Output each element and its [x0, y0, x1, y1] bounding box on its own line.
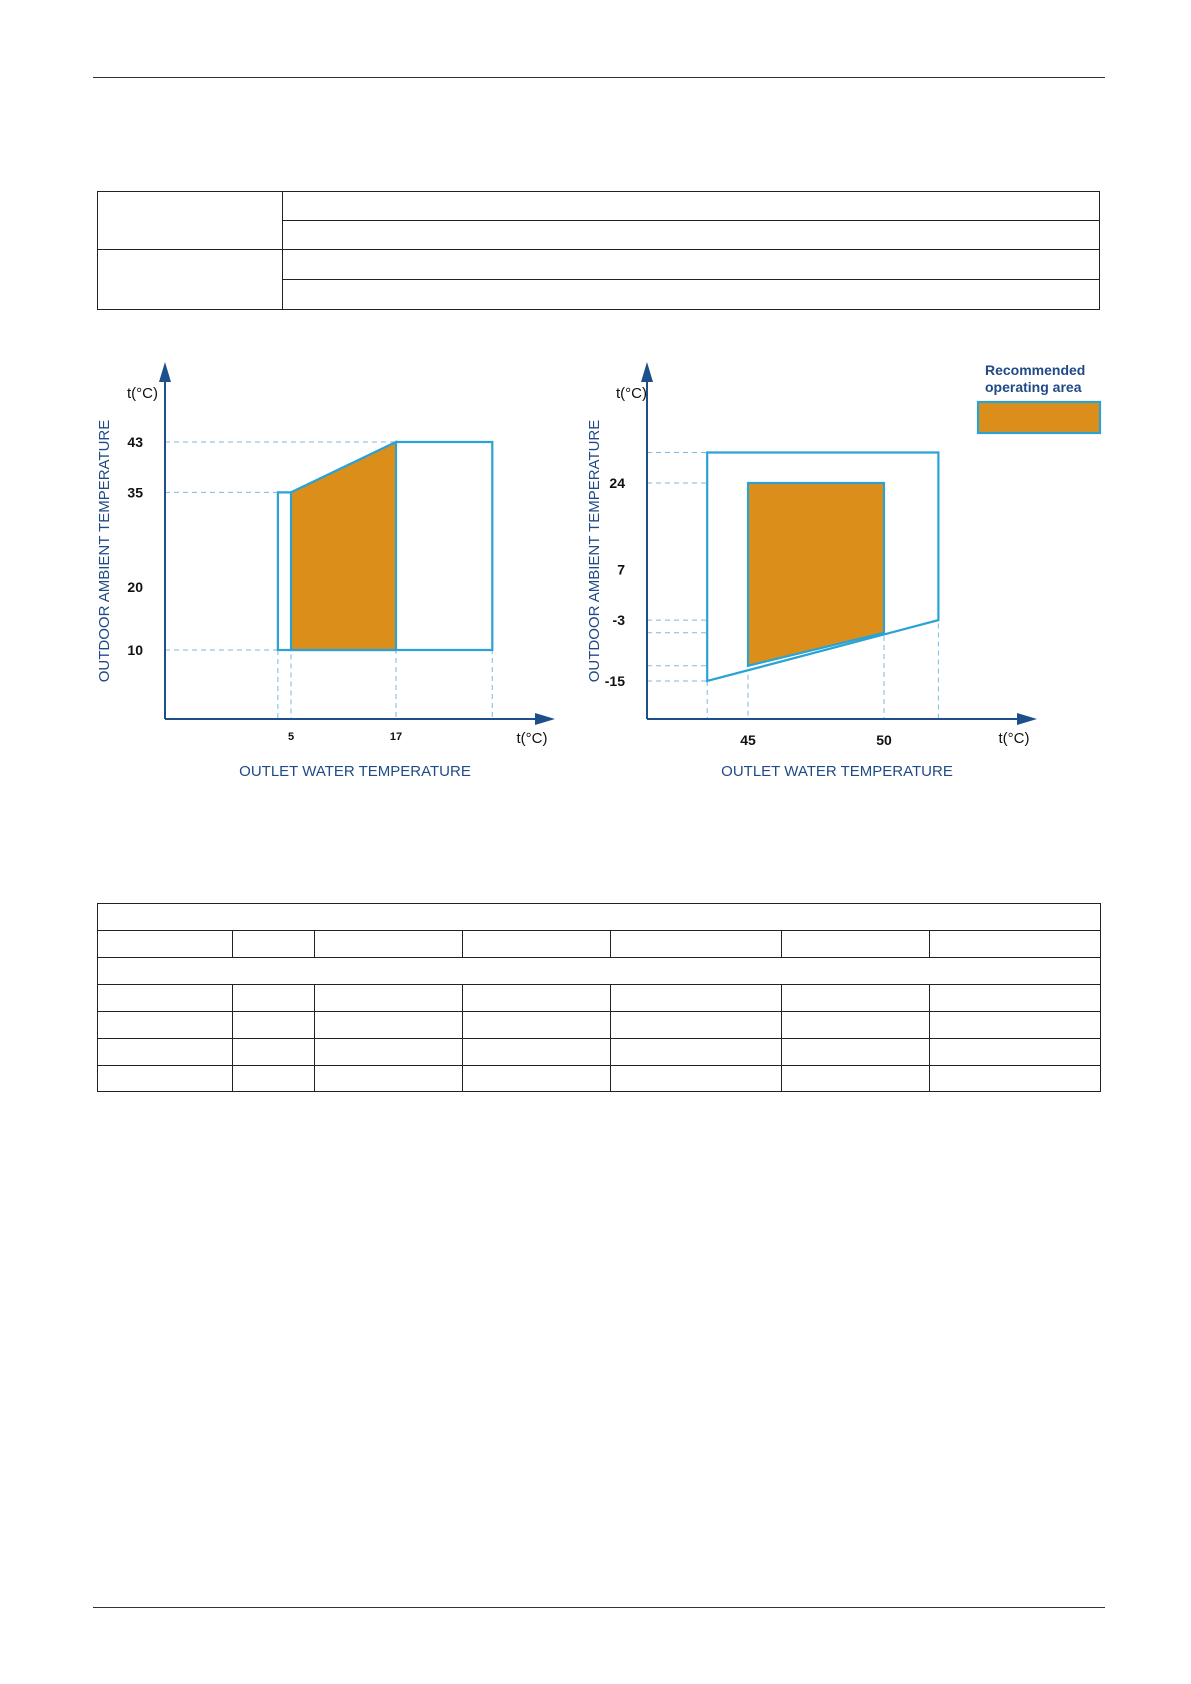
cooling-operating-chart [96, 362, 555, 780]
table-cell [611, 985, 782, 1012]
table-cell [463, 985, 611, 1012]
x-tick-label: 50 [876, 732, 892, 748]
x-tick-label: 5 [287, 731, 295, 743]
table-cell [782, 1066, 930, 1092]
recommended-area [748, 483, 884, 666]
x-axis-arrow-icon [1017, 713, 1037, 725]
x-axis-title: OUTLET WATER TEMPERATURE [721, 763, 953, 780]
table-cell [315, 1066, 463, 1092]
x-axis-arrow-icon [535, 713, 555, 725]
table-cell [611, 1039, 782, 1066]
legend-label-line: operating area [985, 379, 1082, 395]
table-cell [930, 1066, 1101, 1092]
table-cell [315, 985, 463, 1012]
legend-label-line: Recommended [985, 362, 1086, 378]
y-tick-label: 7 [617, 561, 625, 578]
table-cell [611, 1012, 782, 1039]
table-cell [463, 1039, 611, 1066]
y-tick-label: 24 [609, 475, 625, 491]
table-cell [98, 1012, 233, 1039]
legend-swatch [978, 402, 1100, 433]
table-cell [98, 1039, 233, 1066]
table-cell [233, 1066, 315, 1092]
table-cell [930, 1012, 1101, 1039]
table-cell [315, 1012, 463, 1039]
table-cell [930, 1039, 1101, 1066]
footer-rule [93, 1607, 1105, 1608]
table-cell [463, 1066, 611, 1092]
table-cell [930, 931, 1101, 958]
table-cell [98, 958, 1101, 985]
y-tick-label: -3 [612, 612, 625, 629]
x-tick-label: 17 [389, 731, 403, 743]
table-cell [98, 1066, 233, 1092]
x-axis-title: OUTLET WATER TEMPERATURE [239, 763, 471, 780]
table-cell [315, 1039, 463, 1066]
recommended-area [291, 442, 396, 650]
y-axis-title: OUTDOOR AMBIENT TEMPERATURE [586, 419, 603, 683]
x-tick-label: 45 [740, 732, 756, 748]
table-cell [930, 985, 1101, 1012]
table-cell [233, 931, 315, 958]
heating-operating-chart [586, 362, 1100, 780]
table-cell [315, 931, 463, 958]
table-cell [611, 931, 782, 958]
table-cell [782, 1039, 930, 1066]
x-unit-label: t(°C) [516, 730, 548, 747]
legend-label [985, 362, 1085, 395]
table-cell [463, 931, 611, 958]
y-unit-label: t(°C) [127, 385, 158, 402]
operating-range-charts [0, 0, 1191, 800]
x-unit-label: t(°C) [998, 730, 1030, 747]
y-unit-label: t(°C) [616, 385, 647, 402]
y-axis-arrow-icon [159, 362, 171, 382]
table-cell [98, 931, 233, 958]
table-cell [463, 1012, 611, 1039]
spec-table-bottom [97, 903, 1101, 1092]
table-cell [782, 985, 930, 1012]
table-cell [98, 985, 233, 1012]
y-axis-arrow-icon [641, 362, 653, 382]
y-tick-label: 43 [127, 434, 143, 450]
table-cell [611, 1066, 782, 1092]
y-axis-title: OUTDOOR AMBIENT TEMPERATURE [96, 419, 113, 683]
table-cell [782, 931, 930, 958]
table-cell [233, 1012, 315, 1039]
y-tick-label: -15 [604, 673, 625, 689]
table-cell [233, 985, 315, 1012]
y-tick-label: 20 [127, 578, 143, 595]
y-tick-label: 35 [127, 484, 143, 501]
table-cell [782, 1012, 930, 1039]
table-cell [98, 904, 1101, 931]
y-tick-label: 10 [127, 642, 143, 658]
table-cell [233, 1039, 315, 1066]
